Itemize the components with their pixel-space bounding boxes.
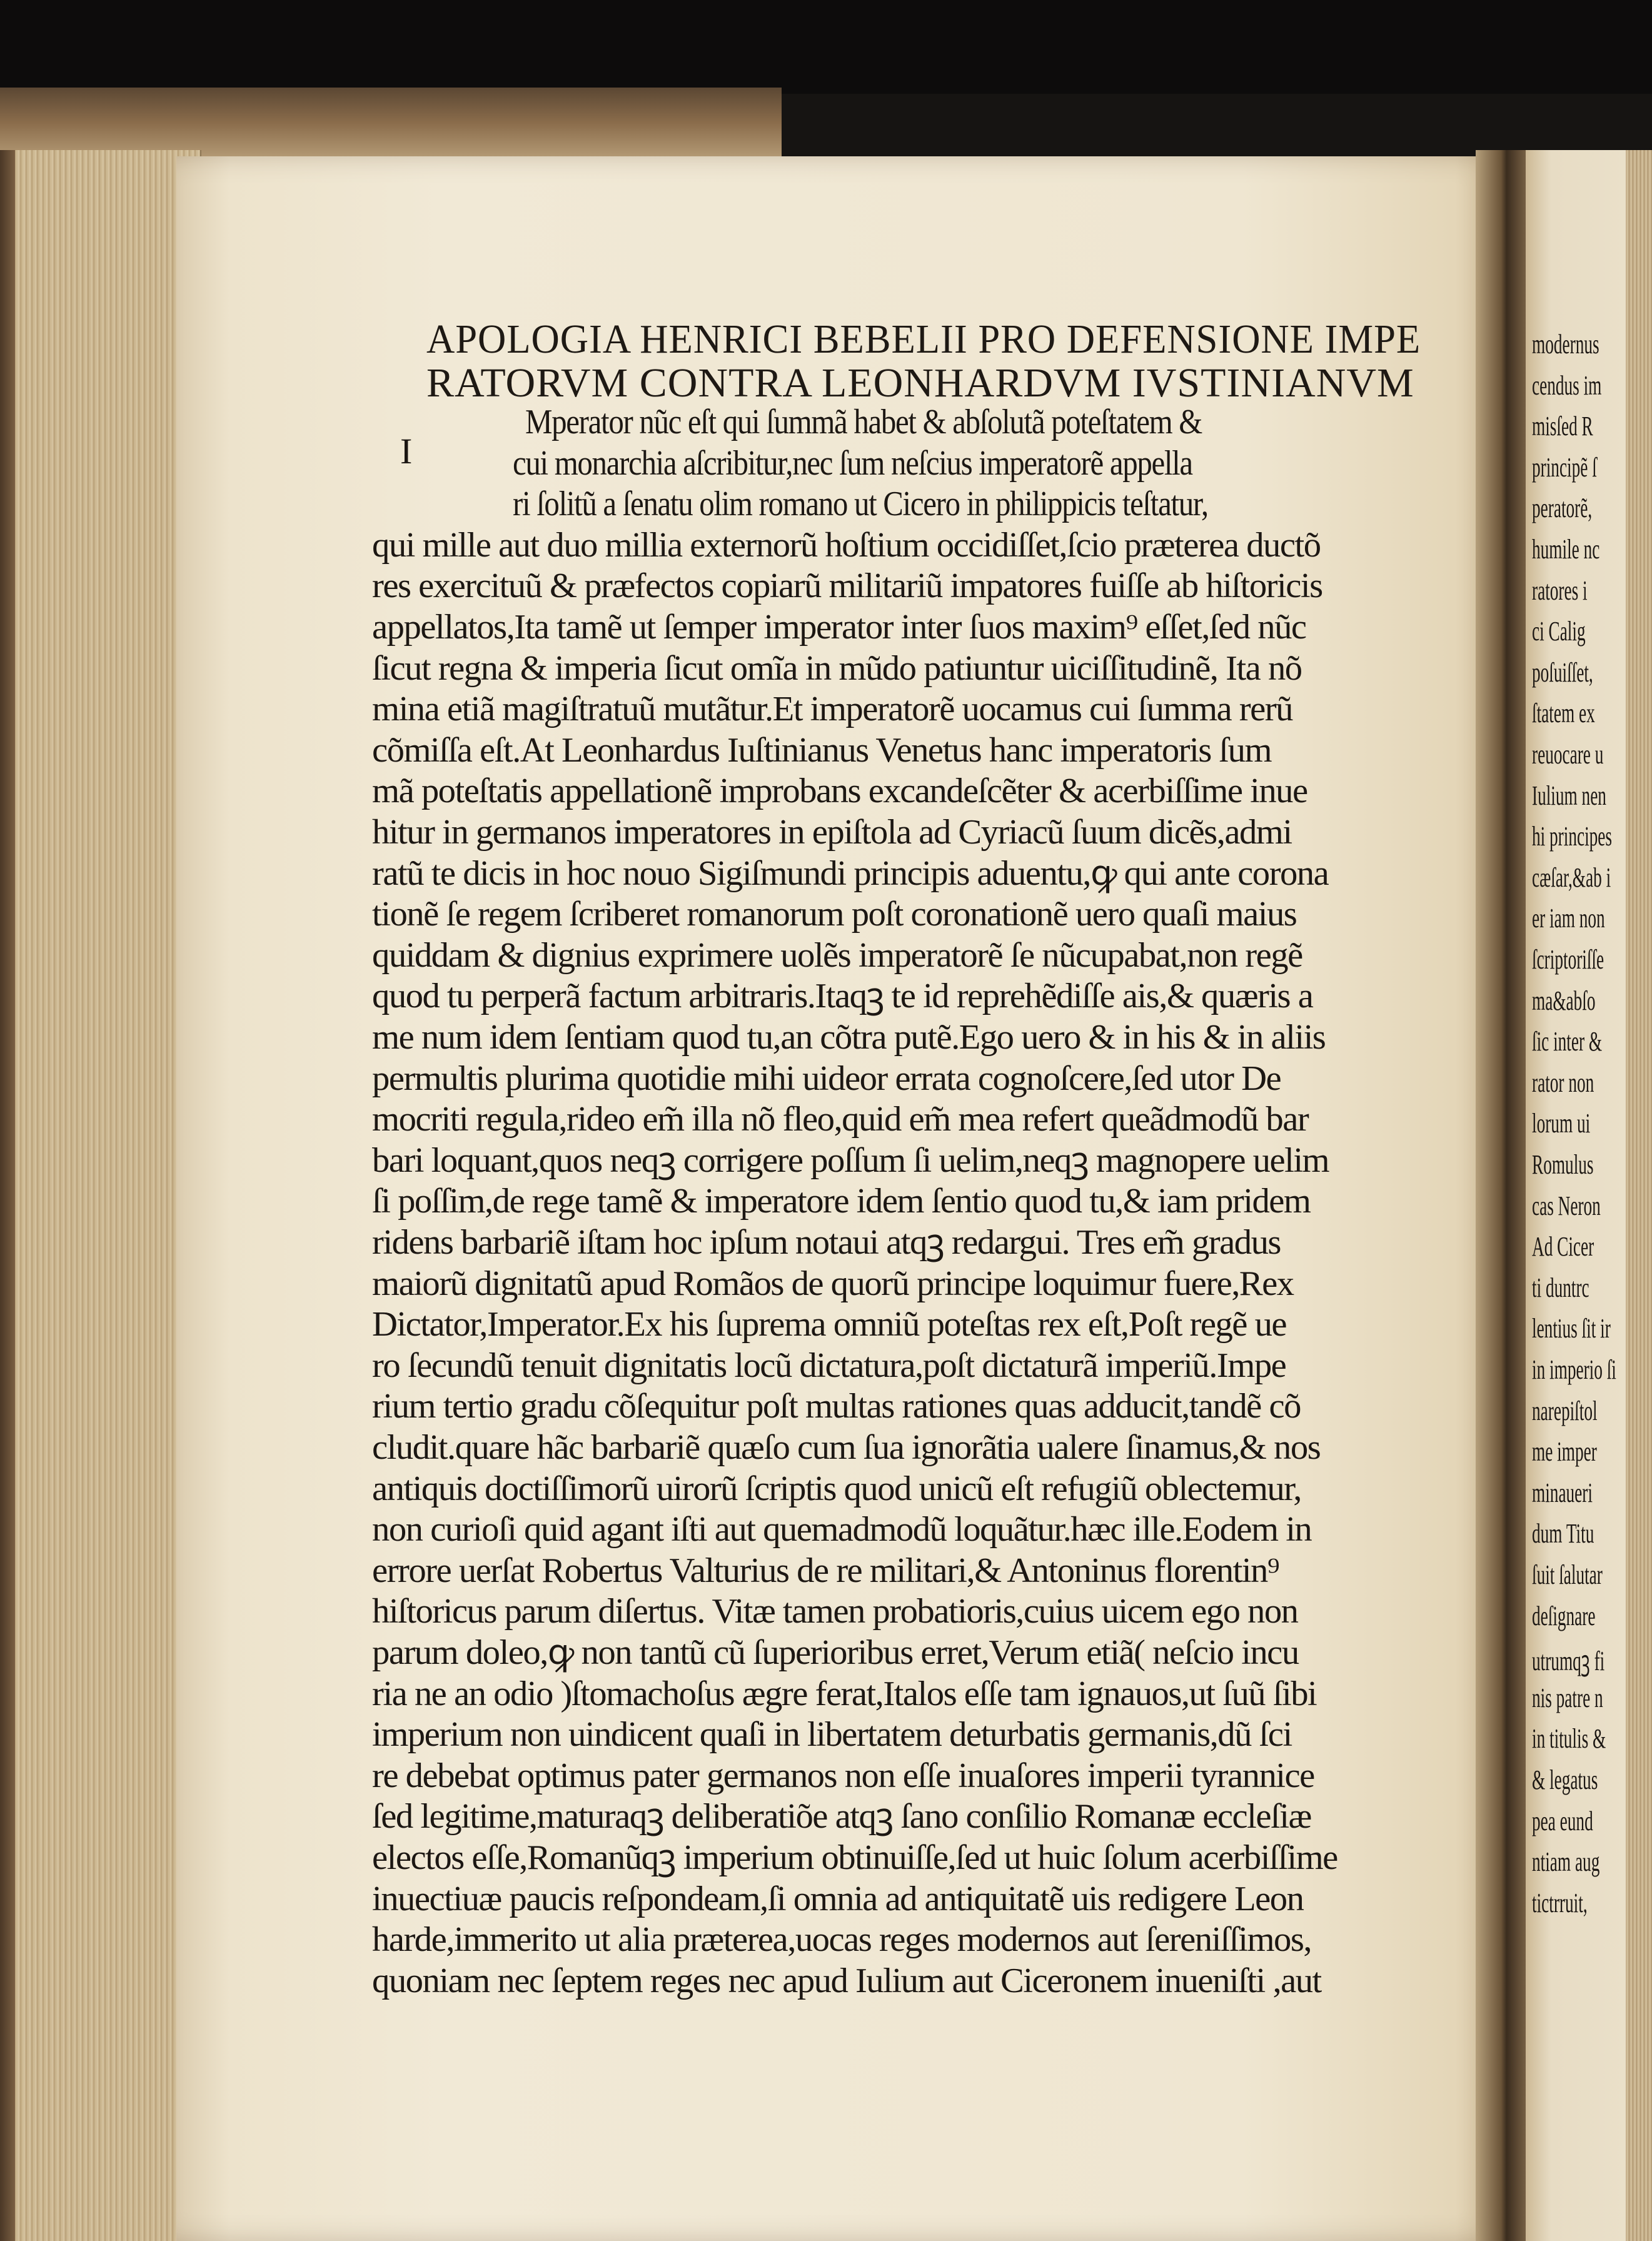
text-line: appellatos,Ita tamẽ ut ſemper imperator inter ſuos maxim⁹ eſſet,ſed nũc bbox=[372, 608, 1306, 647]
book-cover-edge bbox=[0, 150, 15, 2241]
text-line: errore uerſat Robertus Valturius de re militari,& Antoninus florentin⁹ bbox=[372, 1551, 1279, 1590]
text-line: Dictator,Imperator.Ex his ſuprema omniũ poteſtas rex eſt,Poſt regẽ ue bbox=[372, 1305, 1287, 1344]
facing-text-line: peratorẽ, bbox=[1532, 493, 1593, 524]
facing-text-line: cæſar,&ab i bbox=[1532, 862, 1611, 893]
text-line: cõmiſſa eſt.At Leonhardus Iuſtinianus Venetus hanc imperatoris ſum bbox=[372, 730, 1272, 770]
facing-text-line: principẽ ſ bbox=[1532, 451, 1597, 483]
text-line: parum doleo,ꝙ non tantũ cũ ſuperioribus erret,Verum etiã( neſcio incu bbox=[372, 1633, 1299, 1672]
text-line: ria ne an odio )ſtomachoſus ægre ferat,Italos eſſe tam ignauos,ut ſuũ ſibi bbox=[372, 1674, 1317, 1713]
text-line: imperium non uindicent quaſi in libertatem deturbatis germanis,dũ ſci bbox=[372, 1715, 1292, 1755]
heading-line: RATORVM CONTRA LEONHARDVM IVSTINIANVM bbox=[426, 360, 1414, 406]
text-line: quoniam nec ſeptem reges nec apud Iulium aut Ciceronem inueniſti ,aut bbox=[372, 1961, 1321, 2000]
text-line: ſicut regna & imperia ſicut omĩa in mũdo patiuntur uiciſſitudinẽ, Ita nõ bbox=[372, 648, 1302, 688]
facing-text-line: ntiam aug bbox=[1532, 1846, 1600, 1878]
text-line: maiorũ dignitatũ apud Romãos de quorũ principe loquimur fuere,Rex bbox=[372, 1264, 1294, 1303]
text-line: ri ſolitũ a ſenatu olim romano ut Cicero in philippicis teſtatur, bbox=[513, 485, 1208, 524]
text-line: ratũ te dicis in hoc nouo Sigiſmundi principis aduentu,ꝙ qui ante corona bbox=[372, 854, 1329, 893]
text-line: ſed legitime,maturaqꝫ deliberatiõe atqꝫ ſano conſilio Romanæ eccleſiæ bbox=[372, 1797, 1311, 1836]
text-line: cludit.quare hãc barbariẽ quæſo cum ſua ignorãtia ualere ſinamus,& nos bbox=[372, 1428, 1321, 1467]
text-line: ridens barbariẽ iſtam hoc ipſum notaui atqꝫ redargui. Tres em̃ gradus bbox=[372, 1223, 1281, 1262]
facing-text-line: & legatus bbox=[1532, 1765, 1598, 1795]
text-line: ro ſecundũ tenuit dignitatis locũ dictatura,poſt dictaturã imperiũ.Impe bbox=[372, 1346, 1286, 1385]
facing-text-line: narepiſtol bbox=[1532, 1395, 1598, 1426]
facing-text-line: rator non bbox=[1532, 1067, 1594, 1098]
facing-text-line: Iulium nen bbox=[1532, 780, 1606, 811]
text-line: mã poteſtatis appellationẽ improbans excandeſcẽter & acerbiſſime inue bbox=[372, 772, 1307, 811]
facing-text-line: humile nc bbox=[1532, 534, 1600, 565]
text-line: re debebat optimus pater germanos non eſſe inuaſores imperii tyrannice bbox=[372, 1756, 1314, 1795]
facing-text-line: dum Titu bbox=[1532, 1518, 1594, 1549]
text-line: me num idem ſentiam quod tu,an cõtra putẽ.Ego uero & in his & in aliis bbox=[372, 1018, 1326, 1057]
facing-text-line: in titulis & bbox=[1532, 1723, 1606, 1755]
text-line: tionẽ ſe regem ſcriberet romanorum poſt coronationẽ uero quaſi maius bbox=[372, 895, 1297, 934]
heading-line: APOLOGIA HENRICI BEBELII PRO DEFENSIONE IMPE bbox=[426, 316, 1421, 362]
text-line: quiddam & dignius exprimere uolẽs imperatorẽ ſe nũcupabat,non regẽ bbox=[372, 935, 1302, 975]
facing-text-line: lentius ſit ir bbox=[1532, 1313, 1611, 1344]
facing-text-line: misſed R bbox=[1532, 411, 1593, 442]
facing-text-line: utrumqꝫ fi bbox=[1532, 1646, 1605, 1677]
text-line: inuectiuæ paucis reſpondeam,ſi omnia ad antiquitatẽ uis redigere Leon bbox=[372, 1879, 1304, 1918]
facing-text-line: tictrruit, bbox=[1532, 1887, 1588, 1918]
text-line: mocriti regula,rideo em̃ illa nõ fleo,quid em̃ mea refert queãdmodũ bar bbox=[372, 1100, 1309, 1139]
text-line: harde,immerito ut alia præterea,uocas reges modernos aut ſereniſſimos, bbox=[372, 1920, 1312, 1960]
facing-text-line: me imper bbox=[1532, 1436, 1597, 1468]
facing-text-line: in imperio ſi bbox=[1532, 1354, 1616, 1385]
facing-text-line: ti duntrc bbox=[1532, 1272, 1589, 1303]
facing-text-line: cendus im bbox=[1532, 370, 1602, 401]
text-line: mina etiã magiſtratuũ mutãtur.Et imperatorẽ uocamus cui ſumma rerũ bbox=[372, 690, 1292, 729]
facing-text-line: ſtatem ex bbox=[1532, 698, 1595, 729]
facing-text-line: Ad Cicer bbox=[1532, 1231, 1594, 1262]
facing-text-line: ci Calig bbox=[1532, 616, 1586, 647]
text-line: permultis plurima quotidie mihi uideor errata cognoſcere,ſed utor De bbox=[372, 1059, 1281, 1098]
page-stack-right bbox=[1626, 150, 1652, 2241]
facing-text-line: cas Neron bbox=[1532, 1190, 1601, 1221]
drop-initial: I bbox=[400, 431, 413, 471]
facing-text-line: deſignare bbox=[1532, 1600, 1596, 1631]
background bbox=[0, 0, 1652, 94]
facing-text-line: reuocare u bbox=[1532, 739, 1604, 770]
text-line: res exercituũ & præfectos copiarũ militariũ impatores fuiſſe ab hiſtoricis bbox=[372, 567, 1322, 606]
facing-text-line: pea eund bbox=[1532, 1805, 1593, 1836]
text-line: bari loquant,quos neqꝫ corrigere poſſum ſi uelim,neqꝫ magnopere uelim bbox=[372, 1141, 1329, 1180]
facing-text-line: er iam non bbox=[1532, 903, 1605, 934]
facing-text-line: ma&abſo bbox=[1532, 985, 1596, 1016]
text-line: non curioſi quid agant iſti aut quemadmodũ loquãtur.hæc ille.Eodem in bbox=[372, 1510, 1312, 1549]
book-gutter bbox=[1476, 150, 1532, 2241]
text-line: electos eſſe,Romanũqꝫ imperium obtinuiſſe,ſed ut huic ſolum acerbiſſime bbox=[372, 1838, 1337, 1877]
facing-text-line: modernus bbox=[1532, 329, 1599, 360]
facing-text-line: ſcriptoriſſe bbox=[1532, 944, 1604, 975]
text-line: cui monarchia aſcribitur,nec ſum neſcius imperatorẽ appella bbox=[513, 443, 1192, 483]
text-line: quod tu perperã factum arbitraris.Itaqꝫ te id reprehẽdiſſe ais,& quæris a bbox=[372, 977, 1313, 1016]
facing-text-line: Romulus bbox=[1532, 1149, 1594, 1180]
page-stack-left bbox=[0, 150, 201, 2241]
facing-text-line: hi principes bbox=[1532, 821, 1613, 852]
facing-text-line: poſuiſſet, bbox=[1532, 657, 1593, 688]
text-line: ſi poſſim,de rege tamẽ & imperatore idem ſentio quod tu,& iam pridem bbox=[372, 1182, 1311, 1221]
text-line: hitur in germanos imperatores in epiſtola ad Cyriacũ ſuum dicẽs,admi bbox=[372, 813, 1292, 852]
text-line: qui mille aut duo millia externorũ hoſtium occidiſſet,ſcio præterea ductõ bbox=[372, 525, 1321, 565]
text-line: Mperator nũc eſt qui ſummã habet & abſolutã poteſtatem & bbox=[525, 403, 1202, 441]
facing-text-line: nis patre n bbox=[1532, 1682, 1603, 1713]
facing-text-line: minaueri bbox=[1532, 1477, 1593, 1508]
facing-text-line: lorum ui bbox=[1532, 1108, 1591, 1139]
facing-text-line: ſic inter & bbox=[1532, 1026, 1603, 1057]
text-line: rium tertio gradu cõſequitur poſt multas rationes quas adducit,tandẽ cõ bbox=[372, 1387, 1301, 1426]
text-line: hiſtoricus parum diſertus. Vitæ tamen probatioris,cuius uicem ego non bbox=[372, 1592, 1298, 1631]
facing-text-line: ratores i bbox=[1532, 575, 1588, 606]
facing-text-line: ſuit ſalutar bbox=[1532, 1559, 1603, 1590]
text-line: antiquis doctiſſimorũ uirorũ ſcriptis quod unicũ eſt refugiũ oblectemur, bbox=[372, 1469, 1301, 1508]
